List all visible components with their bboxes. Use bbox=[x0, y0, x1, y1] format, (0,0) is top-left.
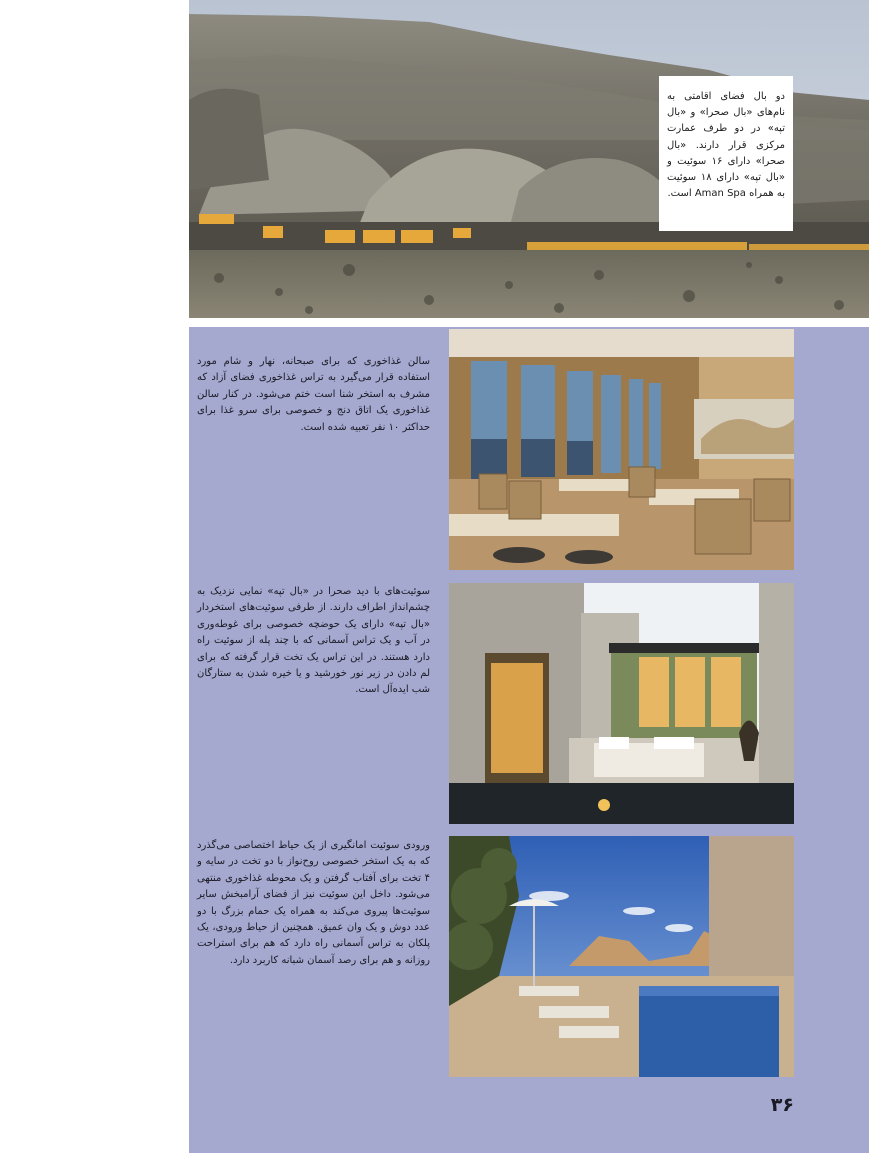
suite-paragraph: سوئیت‌های با دید صحرا در «بال تپه» نمایی نزدیک به چشم‌انداز اطراف دارند. از طرفی سوئیت‌های استخردار «بال تپه» دارای یک حوضچه خصوصی برای غوطه‌وری در آب و یک تراس آسمانی که با چند پله از سوئیت راه دارد هستند. در این تراس یک تخت قرار گرفته که برای لم دادن در زیر نور خورشید و یا خیره شدن به ستارگان شب ایده‌آل است. bbox=[197, 586, 430, 696]
dining-hall-photo-icon bbox=[449, 329, 794, 570]
dining-paragraph: سالن غذاخوری که برای صبحانه، نهار و شام مورد استفاده قرار می‌گیرد به تراس غذاخوری فضای آزاد که مشرف به استخر شنا است ختم می‌شود. در کنار سالن غذاخوری یک اتاق دنج و خصوصی برای سرو غذا برای حداکثر ۱۰ نفر تعبیه شده است. bbox=[197, 356, 430, 433]
suite-photo bbox=[449, 583, 794, 824]
pool-suite-photo-icon bbox=[449, 583, 794, 824]
courtyard-photo bbox=[449, 836, 794, 1077]
dining-photo bbox=[449, 329, 794, 570]
entrance-paragraph: ورودی سوئیت امانگیری از یک حیاط اختصاصی می‌گذرد که به یک استخر خصوصی روح‌نواز با دو تخت در سایه و ۴ تخت برای آفتاب گرفتن و یک محوطه غذاخوری منتهی می‌شود. داخل این سوئیت نیز از فضای آرامبخش سایر سوئیت‌ها پیروی می‌کند به همراه یک حمام بزرگ با دو عدد دوش و یک وان عمیق. همچنین از حیاط ورودی، یک پلکان به تراس آسمانی راه دارد که هم برای استراحت روزانه و هم برای رصد آسمان شبانه کاربرد دارد. bbox=[197, 840, 430, 966]
page-number: ۳۶ bbox=[770, 1094, 794, 1116]
courtyard-pool-photo-icon bbox=[449, 836, 794, 1077]
hero-caption: دو بال فضای اقامتی به نام‌های «بال صحرا» و «بال تپه» در دو طرف عمارت مرکزی قرار دارند. «بال صحرا» دارای ۱۶ سوئیت و «بال تپه» دارای ۱۸ سوئیت به همراه Aman Spa است. bbox=[659, 76, 793, 231]
